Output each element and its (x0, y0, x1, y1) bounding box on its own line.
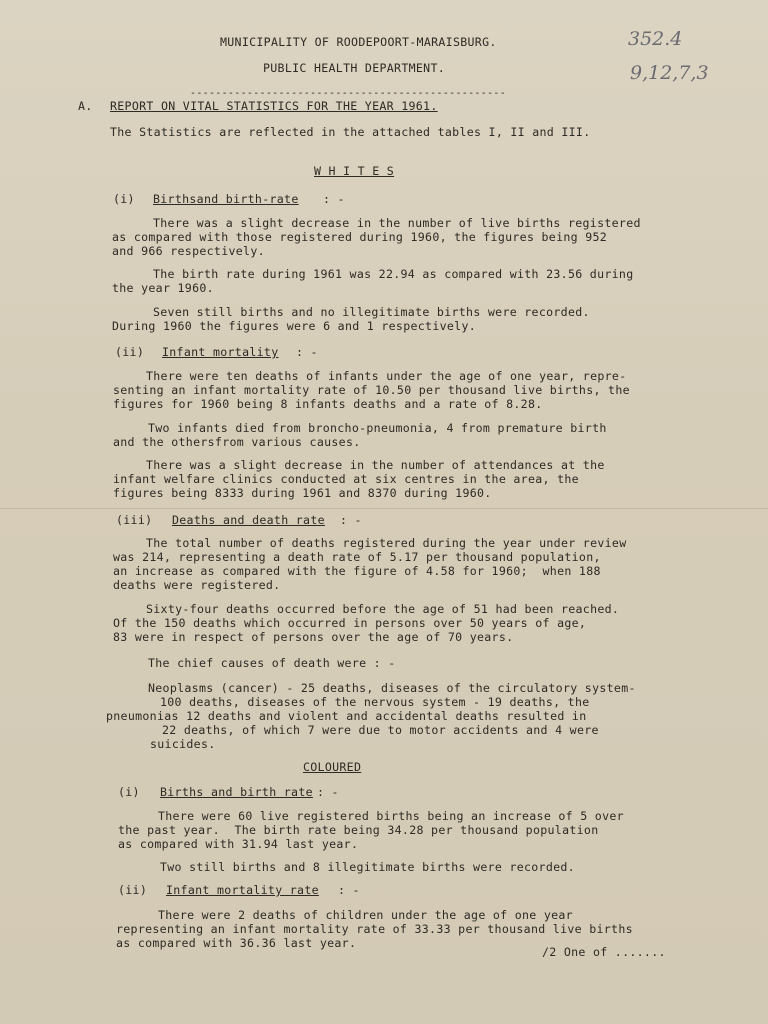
whites-s3-number: (iii) (116, 513, 153, 527)
whites-s2-number: (ii) (115, 345, 145, 359)
handwritten-reference-2: 9,12,7,3 (630, 62, 709, 84)
text-line: There were ten deaths of infants under the age of one year, repre- (146, 369, 627, 383)
whites-s1-dash: : - (323, 192, 345, 206)
coloured-s1-dash: : - (317, 785, 339, 799)
text-line: Two infants died from broncho-pneumonia, 4 from premature birth (148, 421, 607, 435)
text-line: There were 60 live registered births being an increase of 5 over (158, 809, 624, 823)
report-intro: The Statistics are reflected in the attached tables I, II and III. (110, 125, 591, 139)
paper-fold (0, 508, 768, 509)
handwritten-reference-1: 352.4 (628, 28, 683, 50)
text-line: pneumonias 12 deaths and violent and accidental deaths resulted in (106, 709, 587, 723)
text-line: 100 deaths, diseases of the nervous system - 19 deaths, the (160, 695, 590, 709)
coloured-s2-number: (ii) (118, 883, 148, 897)
text-line: 22 deaths, of which 7 were due to motor accidents and 4 were (162, 723, 599, 737)
coloured-s1-title: Births and birth rate (160, 785, 313, 799)
whites-s1-number: (i) (113, 192, 135, 206)
continuation-note: /2 One of ....... (542, 945, 666, 959)
whites-s2-dash: : - (296, 345, 318, 359)
text-line: as compared with 31.94 last year. (118, 837, 359, 851)
text-line: an increase as compared with the figure of 4.58 for 1960; when 188 (113, 564, 601, 578)
text-line: the year 1960. (112, 281, 214, 295)
text-line: Two still births and 8 illegitimate births were recorded. (160, 860, 575, 874)
text-line: The birth rate during 1961 was 22.94 as compared with 23.56 during (153, 267, 634, 281)
whites-s3-dash: : - (340, 513, 362, 527)
text-line: as compared with 36.36 last year. (116, 936, 357, 950)
text-line: was 214, representing a death rate of 5.17 per thousand population, (113, 550, 601, 564)
text-line: 83 were in respect of persons over the age of 70 years. (113, 630, 514, 644)
text-line: and 966 respectively. (112, 244, 265, 258)
text-line: Sixty-four deaths occurred before the age of 51 had been reached. (146, 602, 620, 616)
coloured-heading: COLOURED (303, 760, 362, 774)
report-title: REPORT ON VITAL STATISTICS FOR THE YEAR 1961. (110, 99, 438, 113)
whites-s1-title: Birthsand birth-rate (153, 192, 299, 206)
text-line: deaths were registered. (113, 578, 281, 592)
text-line: senting an infant mortality rate of 10.50 per thousand live births, the (113, 383, 630, 397)
text-line: as compared with those registered during 1960, the figures being 952 (112, 230, 608, 244)
coloured-s2-title: Infant mortality rate (166, 883, 319, 897)
text-line: the past year. The birth rate being 34.28 per thousand population (118, 823, 599, 837)
text-line: representing an infant mortality rate of 33.33 per thousand live births (116, 922, 633, 936)
whites-s3-title: Deaths and death rate (172, 513, 325, 527)
header-rule: -------------------------------------------------- (190, 88, 507, 99)
text-line: figures for 1960 being 8 infants deaths and a rate of 8.28. (113, 397, 543, 411)
department-title: PUBLIC HEALTH DEPARTMENT. (263, 61, 446, 75)
text-line: The total number of deaths registered during the year under review (146, 536, 627, 550)
municipality-title: MUNICIPALITY OF ROODEPOORT-MARAISBURG. (220, 35, 497, 49)
section-letter: A. (78, 99, 93, 113)
text-line: There were 2 deaths of children under the age of one year (158, 908, 573, 922)
text-line: suicides. (150, 737, 216, 751)
text-line: There was a slight decrease in the number of live births registered (153, 216, 641, 230)
text-line: During 1960 the figures were 6 and 1 respectively. (112, 319, 477, 333)
text-line: Of the 150 deaths which occurred in persons over 50 years of age, (113, 616, 587, 630)
text-line: infant welfare clinics conducted at six centres in the area, the (113, 472, 579, 486)
whites-s2-title: Infant mortality (162, 345, 279, 359)
text-line: There was a slight decrease in the number of attendances at the (146, 458, 605, 472)
text-line: The chief causes of death were : - (148, 656, 396, 670)
text-line: figures being 8333 during 1961 and 8370 during 1960. (113, 486, 492, 500)
text-line: Seven still births and no illegitimate births were recorded. (153, 305, 590, 319)
text-line: and the othersfrom various causes. (113, 435, 361, 449)
text-line: Neoplasms (cancer) - 25 deaths, diseases of the circulatory system- (148, 681, 636, 695)
coloured-s1-number: (i) (118, 785, 140, 799)
whites-heading: W H I T E S (314, 164, 395, 178)
coloured-s2-dash: : - (338, 883, 360, 897)
